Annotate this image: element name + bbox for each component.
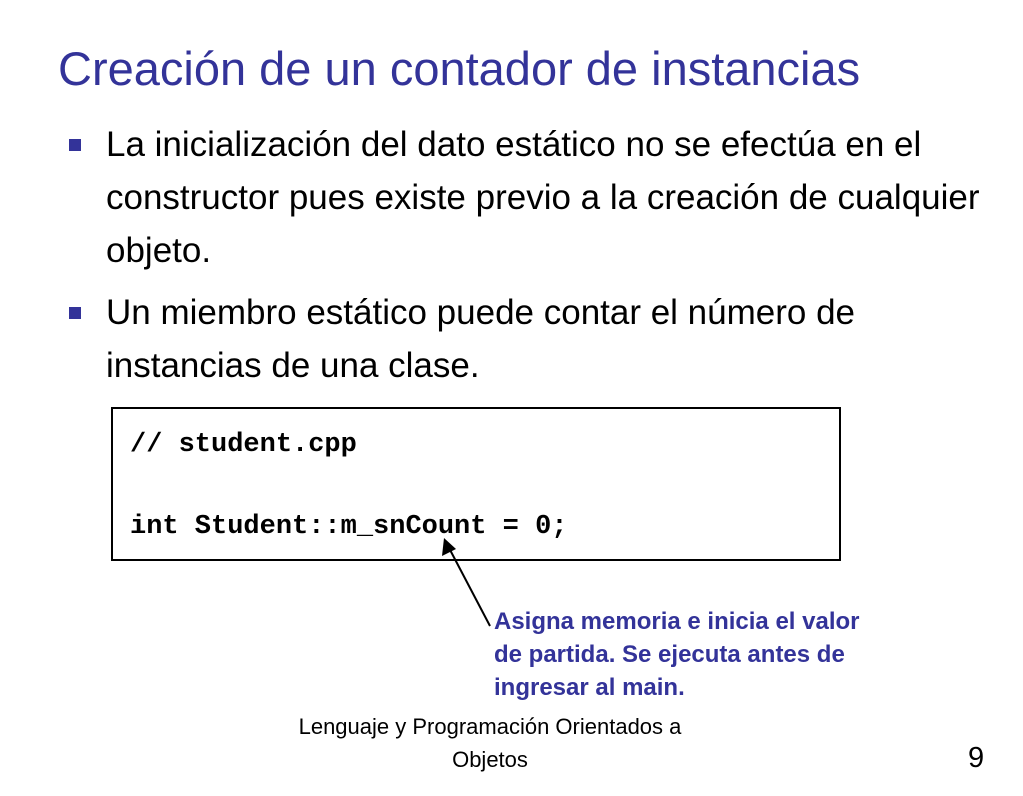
slide-title: Creación de un contador de instancias <box>58 42 861 95</box>
page-number: 9 <box>968 742 985 774</box>
bullet-text: Un miembro estático puede contar el número de instancias de una clase. <box>106 293 856 385</box>
bullet-text: La inicialización del dato estático no se efectúa en el constructor pues existe previo a la creación de cualquier objeto. <box>106 125 980 270</box>
code-comment-line: // student.cpp <box>130 430 357 460</box>
annotation-callout: Asigna memoria e inicia el valor de partida. Se ejecuta antes de ingresar al main. <box>494 608 860 701</box>
footer-line: Objetos <box>452 747 528 772</box>
slide-footer <box>240 710 740 776</box>
footer-line: Lenguaje y Programación Orientados a <box>298 714 682 739</box>
code-statement-line: int Student::m_snCount = 0; <box>130 512 568 542</box>
